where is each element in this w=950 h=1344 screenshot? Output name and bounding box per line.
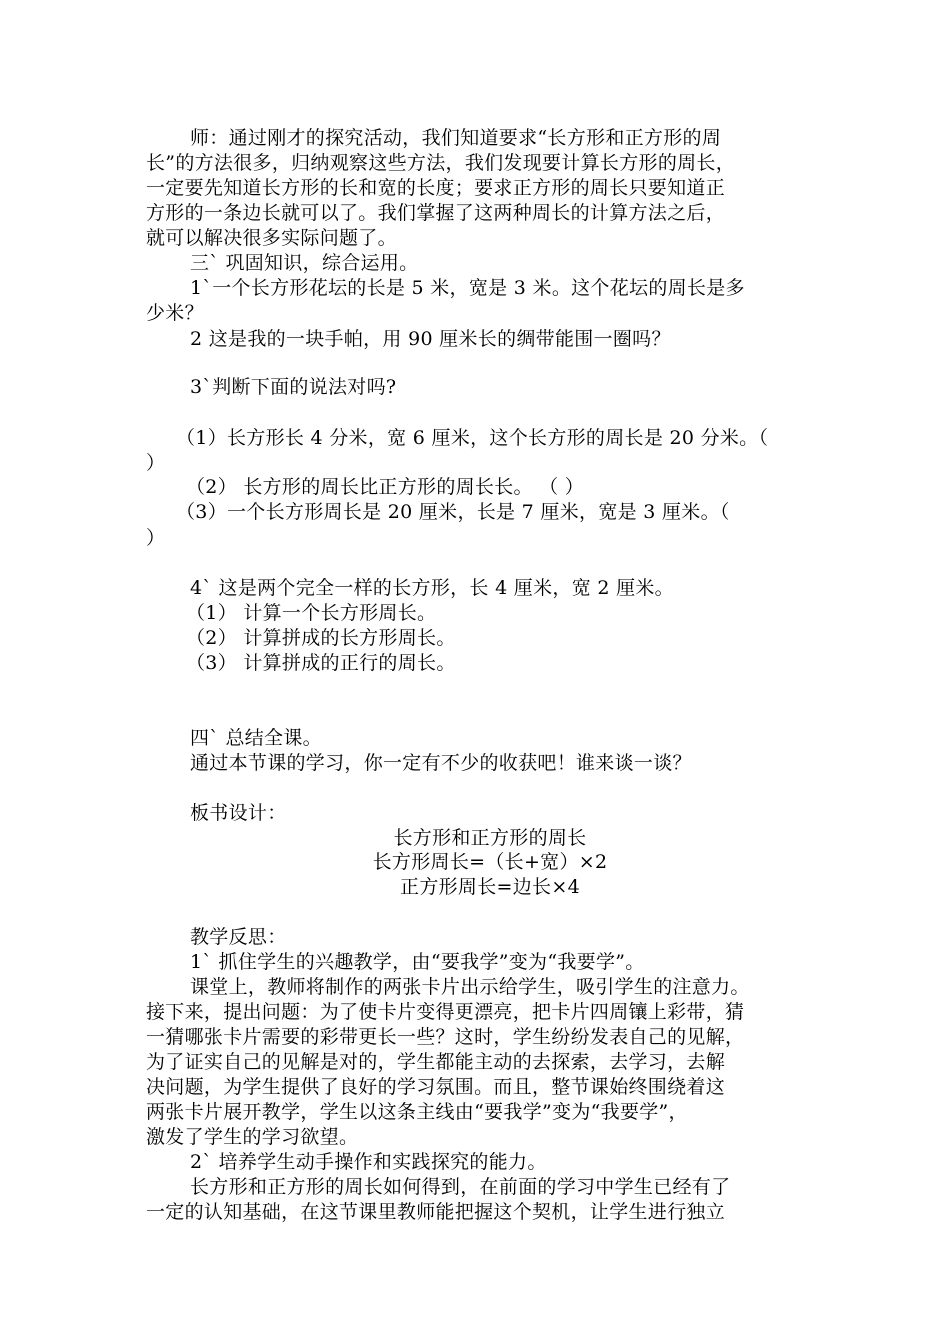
question-subitem: （3） 计算拼成的正行的周长。 [186, 652, 456, 674]
board-formula: 长方形周长=（长+宽）×2 [372, 851, 608, 873]
board-formula: 正方形周长=边长×4 [400, 876, 580, 898]
judgment-item: （3）一个长方形周长是 20 厘米，长是 7 厘米，宽是 3 厘米。（ [176, 501, 730, 523]
question-line: 少米？ [146, 302, 204, 324]
reflection-point: 1` 抓住学生的兴趣教学，由“要我学”变为“我要学”。 [190, 951, 645, 973]
paragraph-line: 就可以解决很多实际问题了。 [146, 227, 397, 249]
paragraph-line: 接下来，提出问题：为了使卡片变得更漂亮，把卡片四周镶上彩带，猜 [146, 1001, 745, 1023]
section-heading: 三` 巩固知识，综合运用。 [190, 252, 419, 274]
paragraph-line: 一定的认知基础，在这节课里教师能把握这个契机，让学生进行独立 [146, 1201, 726, 1223]
question-subitem: （2） 计算拼成的长方形周长。 [186, 627, 456, 649]
paragraph-line: 课堂上，教师将制作的两张卡片出示给学生，吸引学生的注意力。 [190, 976, 750, 998]
paragraph-line: 决问题，为学生提供了良好的学习氛围。而且，整节课始终围绕着这 [146, 1076, 726, 1098]
section-heading: 四` 总结全课。 [190, 727, 322, 749]
question-subitem: （1） 计算一个长方形周长。 [186, 602, 437, 624]
paragraph-line: 激发了学生的学习欲望。 [146, 1126, 359, 1148]
question-line: 3`判断下面的说法对吗? [190, 376, 397, 398]
question-line: 2 这是我的一块手帕，用 90 厘米长的绸带能围一圈吗？ [190, 328, 671, 350]
question-line: 4` 这是两个完全一样的长方形，长 4 厘米，宽 2 厘米。 [190, 577, 674, 599]
judgment-item: ） [146, 527, 166, 549]
board-title: 长方形和正方形的周长 [393, 827, 587, 849]
paragraph-line: 长”的方法很多，归纳观察这些方法，我们发现要计算长方形的周长， [146, 152, 736, 174]
judgment-item: ） [146, 452, 166, 474]
judgment-item: （1）长方形长 4 分米，宽 6 厘米，这个长方形的周长是 20 分米。（ [176, 427, 769, 449]
reflection-point: 2` 培养学生动手操作和实践探究的能力。 [190, 1151, 547, 1173]
paragraph-line: 两张卡片展开教学，学生以这条主线由“要我学”变为“我要学”， [146, 1101, 688, 1123]
reflection-label: 教学反思： [190, 926, 287, 948]
paragraph-line: 师：通过刚才的探究活动，我们知道要求“长方形和正方形的周 [190, 127, 722, 149]
paragraph-line: 为了证实自己的见解是对的，学生都能主动的去探索，去学习，去解 [146, 1051, 726, 1073]
paragraph-line: 一猜哪张卡片需要的彩带更长一些？这时，学生纷纷发表自己的见解， [146, 1026, 745, 1048]
judgment-item: （2） 长方形的周长比正方形的周长长。 （ ） [186, 476, 585, 498]
paragraph-line: 长方形和正方形的周长如何得到，在前面的学习中学生已经有了 [190, 1176, 731, 1198]
board-design-label: 板书设计： [190, 802, 287, 824]
paragraph-line: 一定要先知道长方形的长和宽的长度；要求正方形的周长只要知道正 [146, 177, 726, 199]
paragraph-line: 方形的一条边长就可以了。我们掌握了这两种周长的计算方法之后， [146, 202, 726, 224]
question-line: 1`一个长方形花坛的长是 5 米，宽是 3 米。这个花坛的周长是多 [190, 277, 745, 299]
paragraph-line: 通过本节课的学习，你一定有不少的收获吧！谁来谈一谈？ [190, 752, 692, 774]
